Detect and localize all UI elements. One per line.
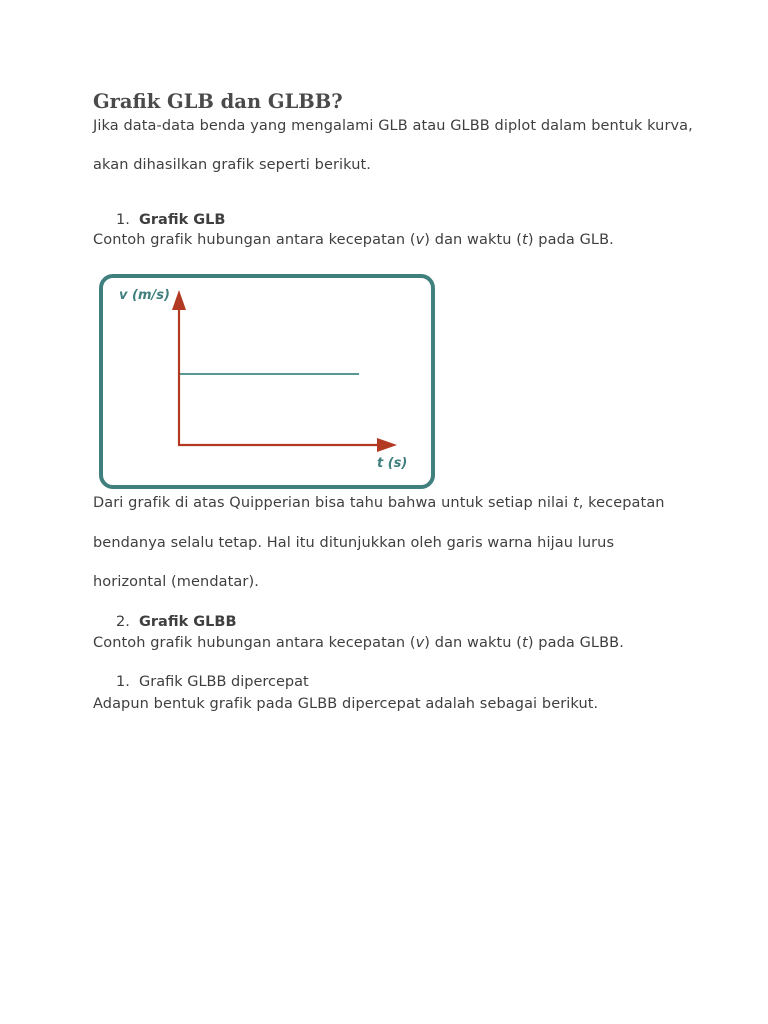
y-axis-label: v (m/s) [119, 288, 170, 303]
section-heading-glbb: Grafik GLBB [139, 614, 237, 630]
x-axis-label: t (s) [377, 456, 408, 471]
glb-caption: Contoh grafik hubungan antara kecepatan (v) dan waktu (t) pada GLB. [93, 232, 614, 248]
explanation-line-1: Dari grafik di atas Quipperian bisa tahu bahwa untuk setiap nilai t, kecepatan [93, 495, 665, 511]
glb-velocity-time-graph [97, 272, 437, 491]
subsection-heading-glbb-dipercepat: Grafik GLBB dipercepat [139, 674, 309, 690]
page-title: Grafik GLB dan GLBB? [93, 90, 343, 113]
section-heading-glb: Grafik GLB [139, 212, 226, 228]
explanation-line-2: bendanya selalu tetap. Hal itu ditunjukkan oleh garis warna hijau lurus [93, 535, 615, 551]
explanation-line-3: horizontal (mendatar). [93, 574, 259, 590]
list-number-2: 2. [116, 614, 130, 630]
glbb-caption: Contoh grafik hubungan antara kecepatan (v) dan waktu (t) pada GLBB. [93, 635, 624, 651]
sublist-number-1: 1. [116, 674, 130, 690]
intro-line-1: Jika data-data benda yang mengalami GLB atau GLBB diplot dalam bentuk kurva, [93, 118, 693, 134]
list-number-1: 1. [116, 212, 130, 228]
subsection-text: Adapun bentuk grafik pada GLBB dipercepat adalah sebagai berikut. [93, 696, 599, 712]
intro-line-2: akan dihasilkan grafik seperti berikut. [93, 157, 371, 173]
